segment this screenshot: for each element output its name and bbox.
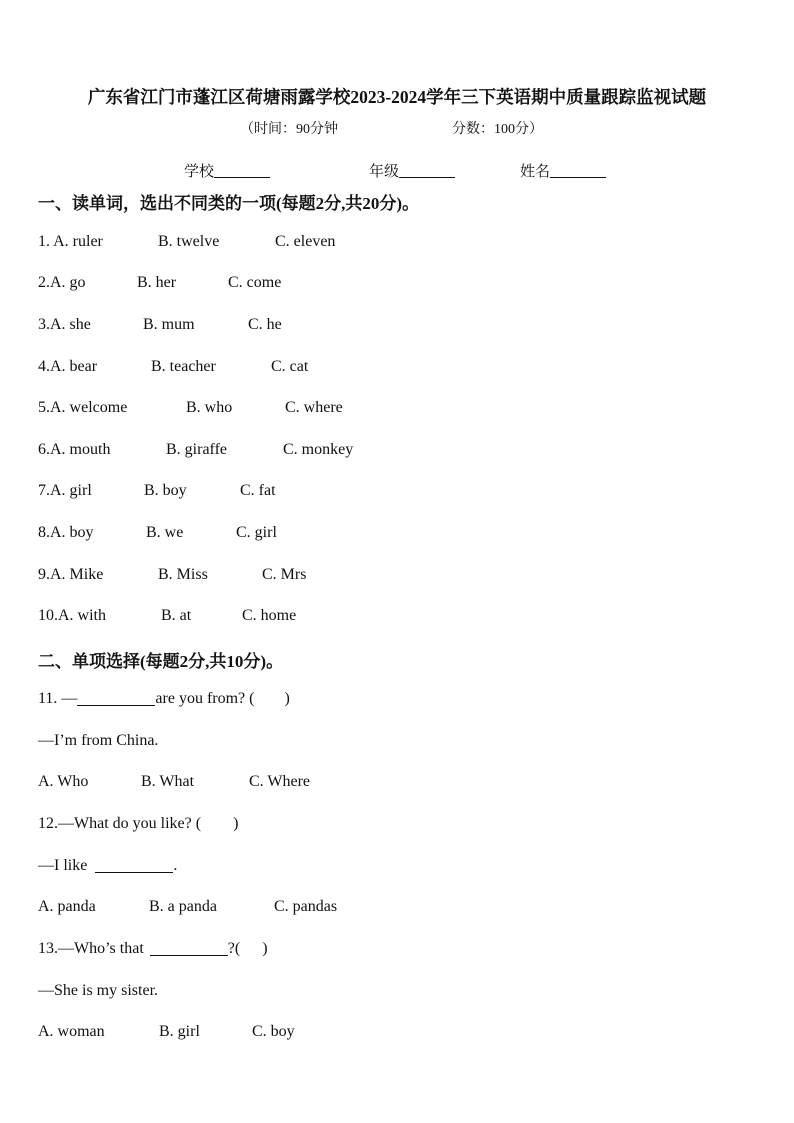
option-b: B. What <box>141 773 195 790</box>
option-a: 10.A. with <box>38 607 106 624</box>
question-11 <box>38 690 290 708</box>
grade-blank[interactable] <box>399 177 455 178</box>
q12-prefix: 12.—What do you like? ( <box>38 815 202 832</box>
school-blank[interactable] <box>214 177 270 178</box>
option-c: C. home <box>242 607 297 624</box>
option-c: C. eleven <box>275 233 336 250</box>
option-c: C. monkey <box>283 441 354 458</box>
grade-label: 年级 <box>369 164 400 180</box>
option-c: C. Where <box>249 773 311 790</box>
school-label: 学校 <box>184 164 215 180</box>
option-a: A. panda <box>38 898 96 915</box>
option-a: 8.A. boy <box>38 524 94 541</box>
option-c: C. pandas <box>274 898 338 915</box>
q11-suffix: are you from? ( <box>155 690 255 707</box>
option-b: B. who <box>186 399 233 416</box>
option-b: B. a panda <box>149 898 217 915</box>
name-blank[interactable] <box>550 177 606 178</box>
option-a: A. Who <box>38 773 89 790</box>
q13-reply: —She is my sister. <box>38 982 159 999</box>
question-13 <box>38 940 268 958</box>
option-a: 4.A. bear <box>38 358 98 375</box>
section-2-heading: 二、单项选择(每题2分,共10分)。 <box>38 652 284 671</box>
option-c: C. Mrs <box>262 566 307 583</box>
q12-blank[interactable] <box>95 858 173 873</box>
q13-paren-close: ) <box>262 940 268 957</box>
option-c: C. he <box>248 316 282 333</box>
q12-paren-close: ) <box>233 815 239 832</box>
option-a: A. woman <box>38 1023 105 1040</box>
q11-reply: —I’m from China. <box>38 732 159 749</box>
question-12 <box>38 815 238 833</box>
option-c: C. cat <box>271 358 309 375</box>
option-b: B. at <box>161 607 192 624</box>
option-c: C. boy <box>252 1023 295 1040</box>
name-field[interactable] <box>520 160 606 181</box>
option-b: B. teacher <box>151 358 216 375</box>
option-b: B. girl <box>159 1023 200 1040</box>
option-b: B. twelve <box>158 233 220 250</box>
q11-blank[interactable] <box>77 691 155 706</box>
option-a: 5.A. welcome <box>38 399 128 416</box>
q11-prefix: 11. — <box>38 690 78 707</box>
option-b: B. her <box>137 274 177 291</box>
option-a: 6.A. mouth <box>38 441 111 458</box>
option-c: C. where <box>285 399 343 416</box>
section-1-heading: 一、读单词，选出不同类的一项(每题2分,共20分)。 <box>38 194 420 213</box>
option-c: C. girl <box>236 524 277 541</box>
option-b: B. boy <box>144 482 187 499</box>
exam-title: 广东省江门市蓬江区荷塘雨露学校2023-2024学年三下英语期中质量跟踪监视试题 <box>87 87 707 107</box>
q11-paren-close: ) <box>284 690 290 707</box>
grade-field[interactable] <box>369 160 455 181</box>
q13-prefix: 13.—Who’s that <box>38 940 144 957</box>
option-c: C. fat <box>240 482 276 499</box>
option-a: 3.A. she <box>38 316 91 333</box>
option-b: B. we <box>146 524 184 541</box>
time-label: （时间：90分钟 <box>240 122 338 137</box>
option-a: 7.A. girl <box>38 482 92 499</box>
option-b: B. giraffe <box>166 441 228 458</box>
q13-suffix: ?( <box>227 940 241 957</box>
option-b: B. mum <box>143 316 195 333</box>
option-a: 9.A. Mike <box>38 566 104 583</box>
option-c: C. come <box>228 274 282 291</box>
option-b: B. Miss <box>158 566 208 583</box>
q12-answer-suffix: . <box>173 857 178 874</box>
option-a: 1. A. ruler <box>38 233 103 250</box>
q12-reply <box>38 857 177 875</box>
q12-answer-prefix: —I like <box>38 857 88 874</box>
q13-blank[interactable] <box>150 941 228 956</box>
option-a: 2.A. go <box>38 274 86 291</box>
school-field[interactable] <box>184 160 270 181</box>
name-label: 姓名 <box>520 164 551 180</box>
score-label: 分数：100分） <box>452 122 543 137</box>
